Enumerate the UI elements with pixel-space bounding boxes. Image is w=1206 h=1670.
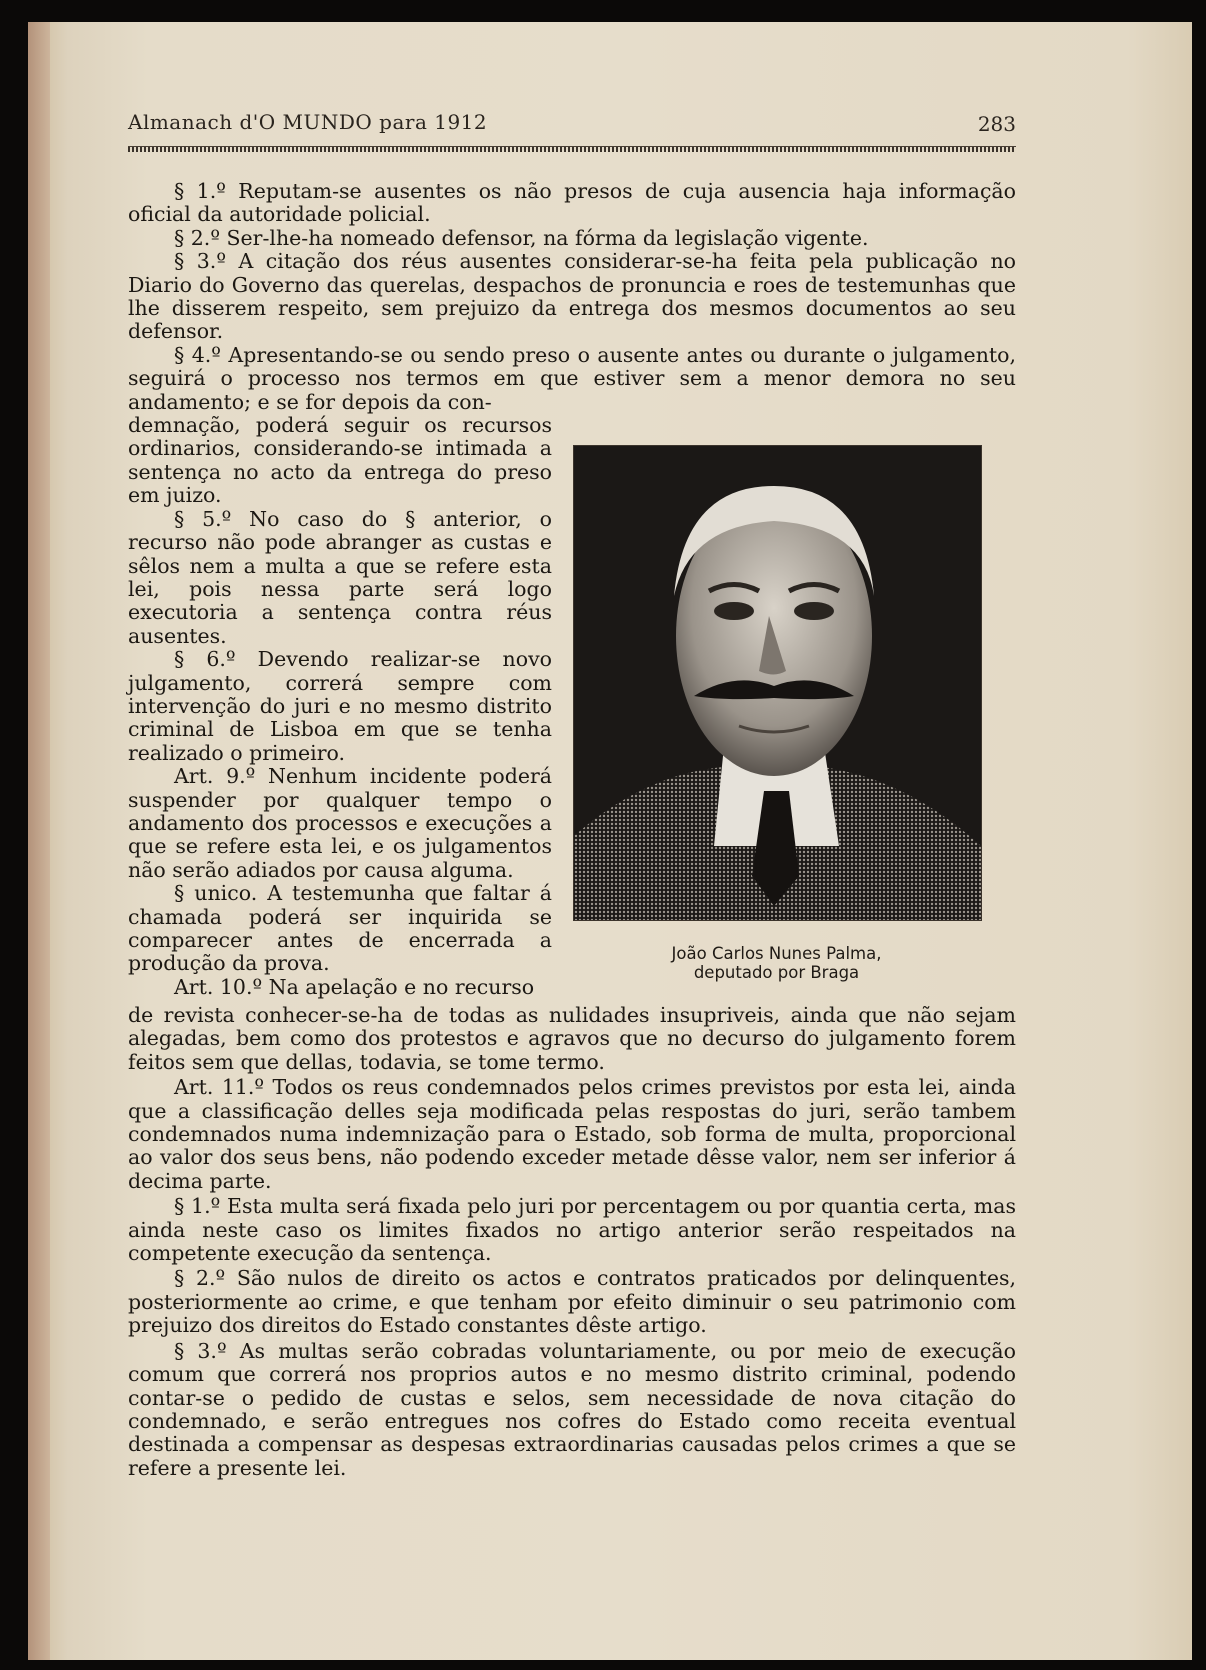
paragraph: Art. 10.º Na apelação e no recurso — [174, 974, 535, 999]
caption-name: João Carlos Nunes Palma, — [671, 944, 882, 963]
paragraph: § 5.º No caso do § anterior, o recurso não pode abranger as custas e sêlos nem a multa a que se refere esta lei, pois nessa parte será logo executoria a sentença contra réus ausentes. — [128, 506, 552, 648]
paragraph: § 2.º Ser-lhe-ha nomeado defensor, na fórma da legislação vigente. — [174, 225, 869, 250]
portrait-photo — [573, 445, 982, 921]
paragraph: § 4.º Apresentando-se ou sendo preso o ausente antes ou durante o julgamento, seguirá o processo nos termos em que estiver sem a menor demora no seu andamento; e se for depois da con- — [128, 342, 1016, 414]
book-page — [28, 22, 1192, 1660]
paragraph: de revista conhecer-se-ha de todas as nulidades insupriveis, ainda que não sejam alegadas, bem como dos protestos e agravos que no decurso do julgamento forem feitos sem que dellas, todavia, se tome termo. — [128, 1003, 1016, 1074]
article-text-bottom — [128, 1004, 1016, 1482]
paragraph: § 3.º A citação dos réus ausentes considerar-se-ha feita pela publicação no Diario do Governo das querelas, despachos de pronuncia e roes de testemunhas que lhe disserem respeito, sem prejuizo da entrega dos mesmos documentos ao seu defensor. — [128, 249, 1016, 344]
paragraph: demnação, poderá seguir os recursos ordinarios, considerando-se intimada a sentença no acto da entrega do preso em juizo. — [128, 413, 552, 508]
text-beside-portrait — [128, 414, 552, 999]
portrait-caption — [573, 944, 980, 982]
paragraph: § unico. A testemunha que faltar á chamada poderá ser inquirida se comparecer antes de encerrada a produção da prova. — [128, 881, 552, 976]
paragraph: Art. 9.º Nenhum incidente poderá suspender por qualquer tempo o andamento dos processos e execuções a que se refere esta lei, e os julgamentos não serão adiados por causa alguma. — [128, 764, 552, 882]
caption-role: deputado por Braga — [693, 963, 860, 982]
paragraph: § 1.º Reputam-se ausentes os não presos de cuja ausencia haja informação oficial da autoridade policial. — [128, 179, 1016, 227]
header-rule — [128, 146, 1016, 152]
paragraph: § 2.º São nulos de direito os actos e contratos praticados por delinquentes, posteriormente ao crime, e que tenham por efeito diminuir o seu patrimonio com prejuizo dos direitos do Estado constantes dêste artigo. — [128, 1266, 1016, 1338]
paragraph: § 6.º Devendo realizar-se novo julgamento, correrá sempre com intervenção do juri e no mesmo distrito criminal de Lisboa em que se tenha realizado o primeiro. — [128, 647, 552, 765]
page-spine-edge — [28, 22, 50, 1660]
paragraph: Art. 11.º Todos os reus condemnados pelos crimes previstos por esta lei, ainda que a classificação delles seja modificada pelas respostas do juri, serão tambem condemnados numa indemnização para o Estado, sob forma de multa, proporcional ao valor dos seus bens, não podendo exceder metade dêsse valor, nem ser inferior á decima parte. — [128, 1075, 1016, 1193]
paragraph: § 1.º Esta multa será fixada pelo juri por percentagem ou por quantia certa, mas ainda neste caso os limites fixados no artigo anterior serão respeitados na competente execução da sentença. — [128, 1194, 1016, 1266]
page-number: 283 — [977, 112, 1016, 136]
portrait-illustration — [574, 446, 981, 920]
running-head: Almanach d'O MUNDO para 1912 — [128, 110, 488, 134]
page-header — [128, 104, 1016, 144]
paragraph: § 3.º As multas serão cobradas voluntariamente, ou por meio de execução comum que correrá nos proprios autos e no mesmo distrito criminal, podendo contar-se o pedido de custas e selos, sem necessidade de nova citação do condemnado, e serão entregues nos cofres do Estado como receita eventual destinada a compensar as despesas extraordinarias causadas pelos crimes a que se refere a presente lei. — [128, 1338, 1016, 1480]
